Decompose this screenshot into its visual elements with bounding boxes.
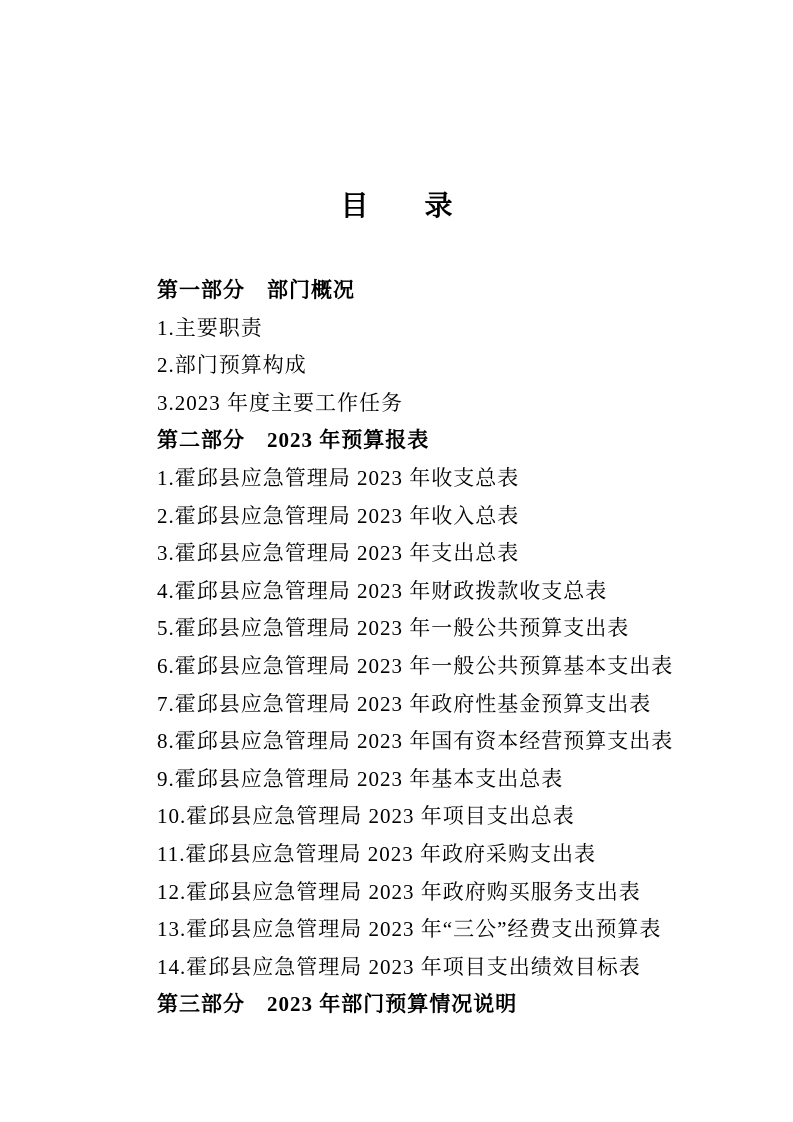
toc-item: 1.主要职责 — [157, 315, 263, 340]
toc-item: 1.霍邱县应急管理局 2023 年收支总表 — [157, 465, 520, 490]
toc-item: 11.霍邱县应急管理局 2023 年政府采购支出表 — [157, 841, 596, 866]
toc-item: 4.霍邱县应急管理局 2023 年财政拨款收支总表 — [157, 578, 608, 603]
toc-item: 14.霍邱县应急管理局 2023 年项目支出绩效目标表 — [157, 954, 641, 979]
toc-section-3-heading: 第三部分 2023 年部门预算情况说明 — [157, 992, 518, 1017]
toc-item: 7.霍邱县应急管理局 2023 年政府性基金预算支出表 — [157, 691, 652, 716]
toc-item: 6.霍邱县应急管理局 2023 年一般公共预算基本支出表 — [157, 653, 674, 678]
toc-item: 2.霍邱县应急管理局 2023 年收入总表 — [157, 503, 520, 528]
toc-item: 8.霍邱县应急管理局 2023 年国有资本经营预算支出表 — [157, 729, 674, 754]
table-of-contents — [157, 272, 673, 1024]
toc-item: 3.霍邱县应急管理局 2023 年支出总表 — [157, 541, 520, 566]
toc-item: 10.霍邱县应急管理局 2023 年项目支出总表 — [157, 804, 575, 829]
toc-item: 5.霍邱县应急管理局 2023 年一般公共预算支出表 — [157, 616, 630, 641]
toc-item: 12.霍邱县应急管理局 2023 年政府购买服务支出表 — [157, 879, 641, 904]
toc-section-1-heading: 第一部分 部门概况 — [157, 278, 355, 302]
page-title: 目 录 — [340, 191, 453, 222]
toc-item: 2.部门预算构成 — [157, 353, 307, 378]
toc-item: 9.霍邱县应急管理局 2023 年基本支出总表 — [157, 766, 564, 791]
toc-item: 13.霍邱县应急管理局 2023 年“三公”经费支出预算表 — [157, 917, 662, 942]
toc-section-2-heading: 第二部分 2023 年预算报表 — [157, 428, 430, 453]
toc-item: 3.2023 年度主要工作任务 — [157, 390, 403, 415]
